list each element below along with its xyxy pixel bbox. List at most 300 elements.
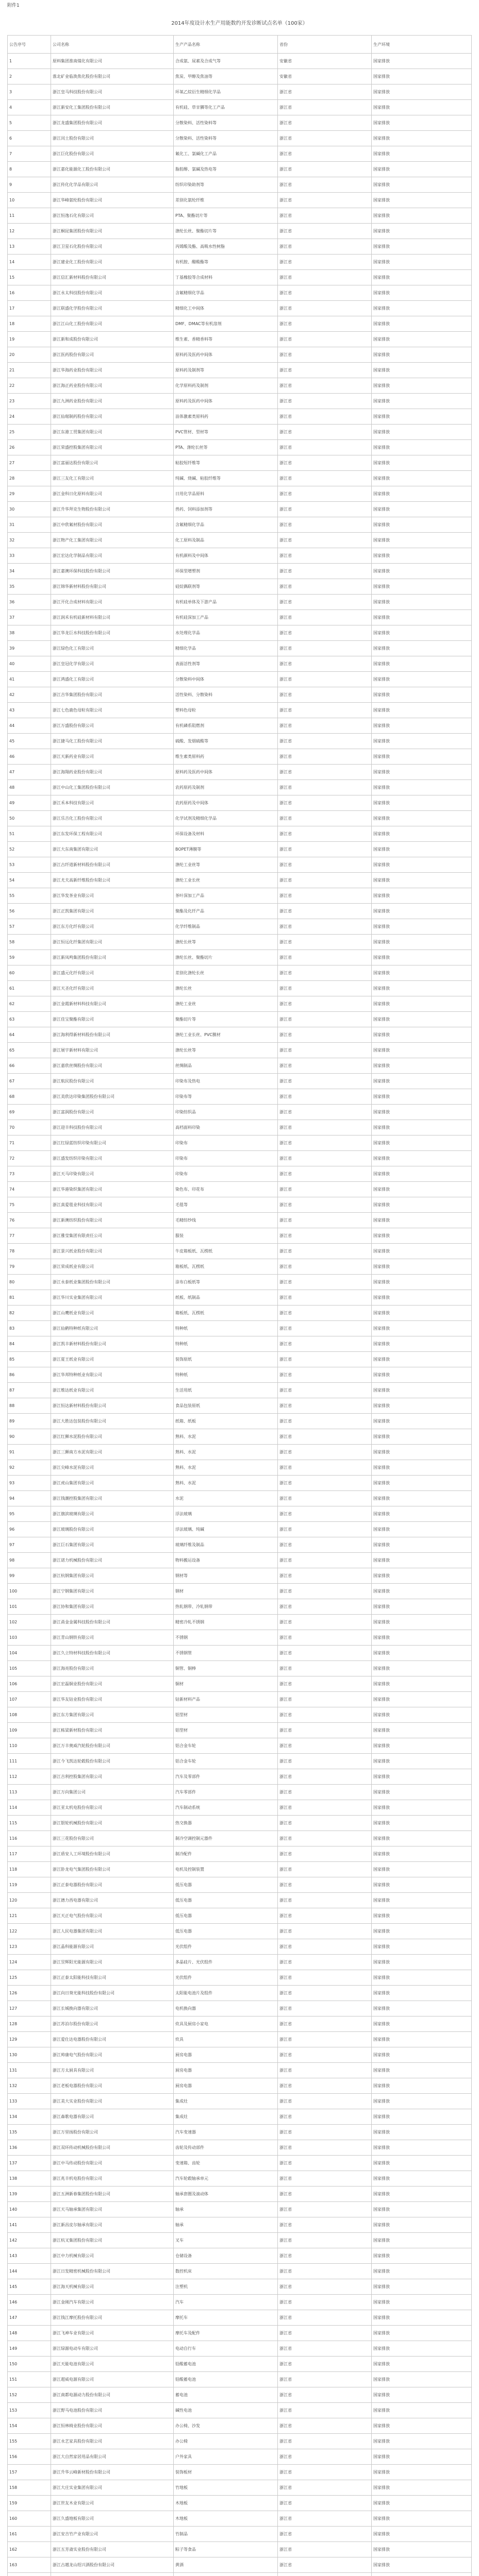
table-cell: 户外家具 [174,2449,278,2465]
table-cell: 箱板纸、瓦楞纸 [174,1306,278,1321]
table-cell: 浙江省 [278,2527,372,2542]
table-cell: 国家排放 [372,2387,472,2403]
table-row [8,1862,472,1877]
table-cell: 浙江森歌电器有限公司 [51,2109,174,2125]
table-cell: 31 [8,517,51,533]
table-cell: 精密冷轧不锈钢 [174,1615,278,1630]
table-row [8,1275,472,1290]
table-cell: 浙江省 [278,2295,372,2310]
table-cell: 浙江省 [278,996,372,1012]
table-cell: 熟料、水泥 [174,1429,278,1445]
table-cell: 104 [8,1646,51,1661]
table-row [8,1197,472,1213]
table-cell: 浙江盛元化纤有限公司 [51,965,174,981]
table-cell: 竹地板 [174,2480,278,2496]
table-cell: 国家排放 [372,1058,472,1074]
table-cell: 7 [8,146,51,162]
table-row [8,285,472,301]
table-cell: 纯碱、烧碱、粘胶纤维等 [174,471,278,486]
table-cell: 国家排放 [372,1259,472,1275]
table-cell: 粘胶短纤维等 [174,455,278,471]
table-cell: 国家排放 [372,502,472,517]
table-row [8,1398,472,1414]
table-cell: 浙江省 [278,2557,372,2573]
table-cell: 52 [8,842,51,857]
table-cell: 浙江栋梁新材股份有限公司 [51,1723,174,1738]
table-cell [372,2573,472,2576]
table-cell: 印染布 [174,1136,278,1151]
table-cell: 国家排放 [372,409,472,425]
table-cell: 68 [8,1089,51,1105]
table-row [8,1846,472,1862]
table-cell: 浙江省 [278,502,372,517]
table-cell: 浙江荣盛控股集团有限公司 [51,440,174,455]
table-cell: 浙江超威电源有限公司 [51,2372,174,2387]
table-cell: 浙江省 [278,811,372,826]
table-cell: 浙江省 [278,208,372,224]
table-cell: 浙江景兴纸业股份有限公司 [51,1244,174,1259]
table-row [8,1738,472,1754]
company-list-table [7,35,472,2576]
table-cell: 36 [8,595,51,610]
table-cell: 国家排放 [372,2357,472,2372]
table-cell: 46 [8,749,51,765]
table-row [8,1136,472,1151]
table-cell: 国家排放 [372,595,472,610]
table-cell: 汽车制动系统 [174,1800,278,1816]
table-cell: 国家排放 [372,1228,472,1244]
table-cell: 多晶硅片、光伏组件 [174,1955,278,1970]
table-cell: 156 [8,2449,51,2465]
table-cell: 浙江捷马化工股份有限公司 [51,734,174,749]
table-cell: 木地板 [174,2496,278,2511]
table-cell: 维生素类原料药 [174,749,278,765]
table-cell: 10 [8,193,51,208]
table-cell: 浙江省 [278,1537,372,1553]
table-cell: 浙江宏达化学制品有限公司 [51,548,174,564]
table-cell: 浙江帅康电气股份有限公司 [51,2047,174,2063]
table-cell: 浙江鸿盛化工有限公司 [51,672,174,687]
table-cell: 浙江省 [278,1816,372,1831]
table-row [8,1244,472,1259]
table-cell: 浙江省 [278,579,372,595]
table-row [8,471,472,486]
table-cell: 印染布 [174,1151,278,1166]
table-cell: 124 [8,1955,51,1970]
table-cell: 74 [8,1182,51,1197]
table-cell: 浙江省 [278,641,372,656]
table-cell: 炊具 [174,2032,278,2047]
table-cell: 电机换向器 [174,2001,278,2016]
table-cell: 浙江省 [278,425,372,440]
table-row [8,2449,472,2465]
table-row [8,919,472,935]
table-row [8,1831,472,1846]
table-row [8,1754,472,1769]
table-row [8,1213,472,1228]
table-cell: 浙江天新药业有限公司 [51,749,174,765]
table-cell: 国家排放 [372,2217,472,2233]
table-cell: 国家排放 [372,1506,472,1522]
table-row [8,950,472,965]
table-cell [174,2573,278,2576]
table-cell: 144 [8,2264,51,2279]
table-cell: 焦炭、甲醇及焦油等 [174,69,278,84]
table-cell: 94 [8,1491,51,1506]
table-row [8,1568,472,1584]
table-row [8,904,472,919]
table-cell: 1 [8,54,51,69]
table-cell: 浙江省 [278,2109,372,2125]
table-cell: 浙江省 [278,2434,372,2449]
table-cell: 浙江省 [278,2387,372,2403]
table-row [8,1537,472,1553]
table-cell: 浙江天马轴承集团有限公司 [51,2202,174,2217]
table-cell: 浙江巨石集团有限公司 [51,1537,174,1553]
table-cell: 有机硅单体及下游产品 [174,595,278,610]
table-cell: 国家排放 [372,1105,472,1120]
table-cell: 国家排放 [372,270,472,285]
table-cell: 浙江省 [278,904,372,919]
table-cell: 88 [8,1398,51,1414]
table-cell: 国家排放 [372,1398,472,1414]
table-cell: 浙江正凯集团有限公司 [51,904,174,919]
table-cell: 123 [8,1939,51,1955]
table-cell: 装饰板材 [174,2465,278,2480]
table-cell: 57 [8,919,51,935]
table-row [8,2001,472,2016]
table-cell: 浙江省 [278,749,372,765]
table-cell: 粽子等食品 [174,2542,278,2557]
table-cell: 铝型材 [174,1723,278,1738]
table-cell: 淮北矿业临涣焦化股份有限公司 [51,69,174,84]
table-row [8,1043,472,1058]
table-row [8,363,472,378]
header-cell: 省份 [278,36,372,54]
table-cell: 浙江省 [278,965,372,981]
table-cell: 浙江中马传动股份有限公司 [51,2156,174,2171]
table-cell: 低压电器 [174,1877,278,1893]
table-cell: 浙江省 [278,2047,372,2063]
table-cell: 浙江省 [278,1290,372,1306]
table-cell: 浙江升华云峰新材股份有限公司 [51,2465,174,2480]
table-cell: 15 [8,270,51,285]
table-cell: 国家排放 [372,2310,472,2326]
table-cell: 浙江真爱毯业科技有限公司 [51,1197,174,1213]
table-cell: 国家排放 [372,1429,472,1445]
table-cell: 国家排放 [372,826,472,842]
table-cell: 浙江巨化股份有限公司 [51,146,174,162]
table-cell: 精细化学品 [174,641,278,656]
table-row [8,1986,472,2001]
table-cell: 137 [8,2156,51,2171]
table-cell: 印染布等 [174,1089,278,1105]
table-cell: 浙江绿色化工有限公司 [51,641,174,656]
table-cell: 浙江省 [278,2001,372,2016]
table-cell: 96 [8,1522,51,1537]
table-cell: 11 [8,208,51,224]
table-cell: 浙江禾本科技有限公司 [51,795,174,811]
table-cell: 53 [8,857,51,873]
table-cell: 22 [8,378,51,394]
table-cell: 国家排放 [372,394,472,409]
table-row [8,1182,472,1197]
table-cell: 浙江仙琚制药股份有限公司 [51,409,174,425]
table-cell: 国家排放 [372,1568,472,1584]
table-cell: 70 [8,1120,51,1136]
table-cell: 浙江红绿蓝纺织印染有限公司 [51,1136,174,1151]
table-cell: 107 [8,1692,51,1707]
table-cell: 142 [8,2233,51,2248]
table-cell: 127 [8,2001,51,2016]
table-cell: 国家排放 [372,378,472,394]
table-cell: 环氧乙烷衍生精细化学品 [174,84,278,100]
table-cell: 浙江华发茶业有限公司 [51,888,174,904]
table-row [8,1429,472,1445]
table-cell: 浙江省 [278,2078,372,2094]
table-cell: 16 [8,285,51,301]
table-cell: 浙江万丰奥威汽轮股份有限公司 [51,1738,174,1754]
table-cell: 112 [8,1769,51,1785]
table-cell: 浙江省 [278,2449,372,2465]
header-cell: 公司名称 [51,36,174,54]
table-cell: 国家排放 [372,1630,472,1646]
table-cell: 浙江信汇新材料股份有限公司 [51,270,174,285]
table-cell: 国家排放 [372,2542,472,2557]
table-cell: 办公椅、沙发 [174,2418,278,2434]
table-cell: 国家排放 [372,239,472,255]
table-cell: 浙江东方化纤有限公司 [51,919,174,935]
table-row [8,69,472,84]
table-cell: 浙江甬金金属科技股份有限公司 [51,1615,174,1630]
table-row [8,455,472,471]
table-cell: 国家排放 [372,1290,472,1306]
table-cell: 浙江省 [278,394,372,409]
table-cell: 国家排放 [372,1816,472,1831]
table-cell: 浙江吉利控股集团有限公司 [51,1769,174,1785]
table-cell: 国家排放 [372,2326,472,2341]
table-cell: 浙江传化化学品有限公司 [51,177,174,193]
table-cell: 浙江省 [278,2140,372,2156]
table-cell: 安徽省 [278,69,372,84]
table-cell: 浙江江山化工股份有限公司 [51,316,174,332]
table-cell: 国家排放 [372,1306,472,1321]
table-cell: 91 [8,1445,51,1460]
table-cell: 39 [8,641,51,656]
table-cell: 浙江夏王纸业有限公司 [51,1352,174,1367]
table-cell: 蓄电池 [174,2387,278,2403]
table-cell: 浙江省 [278,1429,372,1445]
table-row [8,1676,472,1692]
table-cell: 国家排放 [372,2496,472,2511]
table-cell: 浙江大自然家居用品有限公司 [51,2449,174,2465]
table-cell: 浙江省 [278,1615,372,1630]
table-cell: 浙江美大实业股份有限公司 [51,2094,174,2109]
table-cell: 28 [8,471,51,486]
table-cell: 130 [8,2047,51,2063]
table-cell: 叉车 [174,2233,278,2248]
table-row [8,2032,472,2047]
table-cell: 浙江省 [278,595,372,610]
table-cell: 20 [8,347,51,363]
table-row [8,1630,472,1646]
table-cell: 竹制品 [174,2527,278,2542]
table-cell: 154 [8,2418,51,2434]
table-cell: 浙江省 [278,162,372,177]
table-cell: 集成灶 [174,2094,278,2109]
table-cell: 浙江省 [278,1599,372,1615]
table-row [8,84,472,100]
table-cell: 厨房电器 [174,2078,278,2094]
table-row [8,1352,472,1367]
table-cell: 浙江升华拜克生物股份有限公司 [51,502,174,517]
table-cell: 国家排放 [372,857,472,873]
table-cell: 国家排放 [372,115,472,131]
table-cell: 国家排放 [372,2171,472,2187]
table-cell: 浙江省 [278,1275,372,1290]
table-cell: 浙江省 [278,100,372,115]
table-cell: 浮法玻璃 [174,1506,278,1522]
table-row [8,1553,472,1568]
table-cell: 国家排放 [372,2279,472,2295]
table-cell: 国家排放 [372,2156,472,2171]
table-cell: 浙江省 [278,2171,372,2187]
table-cell: 浙江省 [278,2264,372,2279]
table-cell: 硫酸、发烟硫酸等 [174,734,278,749]
table-cell: 浙江省 [278,1321,372,1336]
table-cell: 涤纶长丝等 [174,1043,278,1058]
table-cell: 浙江省 [278,1661,372,1676]
table-cell: 浙江皇冠化学有限公司 [51,656,174,672]
table-cell: 安徽省 [278,54,372,69]
table-cell: 国家排放 [372,1089,472,1105]
table-row [8,749,472,765]
table-cell: 物料搬运设备 [174,1553,278,1568]
table-cell: 国家排放 [372,255,472,270]
table-row [8,2140,472,2156]
table-cell: 150 [8,2357,51,2372]
table-cell [51,2573,174,2576]
table-cell: 浙江省 [278,2403,372,2418]
table-cell: 仓储设备 [174,2248,278,2264]
table-cell: 浙江省 [278,842,372,857]
table-cell: 浙江省 [278,873,372,888]
table-cell: 国家排放 [372,1120,472,1136]
table-cell: 国家排放 [372,672,472,687]
table-cell: 毛精纺纱线 [174,1213,278,1228]
table-cell: 数控机床 [174,2264,278,2279]
table-cell: 玻璃纤维及制品 [174,1537,278,1553]
table-cell: 152 [8,2387,51,2403]
table-cell: 汽车轮毂轴承单元 [174,2171,278,2187]
table-row [8,888,472,904]
table-cell: 67 [8,1074,51,1089]
table-cell: 59 [8,950,51,965]
table-cell: 国家排放 [372,1692,472,1707]
table-cell: 特种纸 [174,1321,278,1336]
table-cell: 浙江正泰太阳能科技有限公司 [51,1970,174,1986]
table-row [8,2465,472,2480]
table-cell: 浙江久立特材科技股份有限公司 [51,1646,174,1661]
table-cell: 国家排放 [372,1275,472,1290]
table-cell: 109 [8,1723,51,1738]
table-cell: 浙江省 [278,1197,372,1213]
table-cell: 69 [8,1105,51,1120]
table-row [8,347,472,363]
table-cell: 国家排放 [372,285,472,301]
table-cell: 有机磷系阻燃剂 [174,718,278,734]
table-cell: 汽车零部件 [174,1785,278,1800]
table-cell: 国家排放 [372,146,472,162]
table-cell: 有机硅、草甘膦等化工产品 [174,100,278,115]
table-row [8,224,472,239]
table-cell: 国家排放 [372,2341,472,2357]
table-cell: 国家排放 [372,2140,472,2156]
table-cell: 151 [8,2372,51,2387]
table-row [8,270,472,285]
table-cell: 精细化工中间体 [174,301,278,316]
table-cell: 国家排放 [372,1908,472,1924]
table-cell: 国家排放 [372,1182,472,1197]
table-cell: 齿轮及传动部件 [174,2140,278,2156]
table-row [8,1800,472,1816]
table-cell: 汽车变速器 [174,2125,278,2140]
table-cell: 国家排放 [372,162,472,177]
table-cell: 铅酸蓄电池 [174,2357,278,2372]
table-row [8,1970,472,1986]
table-cell: 35 [8,579,51,595]
table-cell: 浙江华邦特种纸业有限公司 [51,1367,174,1383]
table-cell: 浙江老板电器股份有限公司 [51,2078,174,2094]
table-cell: 115 [8,1816,51,1831]
table-cell: 浙江华龙巨水科技股份有限公司 [51,625,174,641]
table-cell: 浙江省 [278,84,372,100]
table-cell: 农药原药及中间体 [174,795,278,811]
table-cell: 118 [8,1862,51,1877]
table-cell: 40 [8,656,51,672]
table-cell: 73 [8,1166,51,1182]
table-cell: 浙江永艺家具股份有限公司 [51,2434,174,2449]
table-cell: 厨房电器 [174,2047,278,2063]
table-row [8,394,472,409]
table-row [8,734,472,749]
table-cell: 浙江海天机械有限公司 [51,2279,174,2295]
table-cell: 铜材 [174,1676,278,1692]
table-cell: 水泥 [174,1491,278,1506]
table-row [8,316,472,332]
table-cell: 国家排放 [372,888,472,904]
table-row [8,2187,472,2202]
table-row [8,1893,472,1908]
table-cell: 浙江嘉欣丝绸股份有限公司 [51,1058,174,1074]
table-row [8,54,472,69]
table-cell: 63 [8,1012,51,1027]
table-row [8,687,472,703]
table-cell: 涤纶长丝 [174,981,278,996]
table-cell: 国家排放 [372,2403,472,2418]
table-cell: 120 [8,1893,51,1908]
table-cell: 浙江万里扬股份有限公司 [51,2125,174,2140]
table-cell: 太阳能电池片及组件 [174,1986,278,2001]
table-cell: 国家排放 [372,100,472,115]
table-row [8,2156,472,2171]
table-cell: 不锈钢管 [174,1646,278,1661]
table-row [8,2542,472,2557]
table-row [8,1166,472,1182]
table-cell: 浙江省 [278,1213,372,1228]
table-cell: 117 [8,1846,51,1862]
table-cell: 浙江晶科能源有限公司 [51,1939,174,1955]
